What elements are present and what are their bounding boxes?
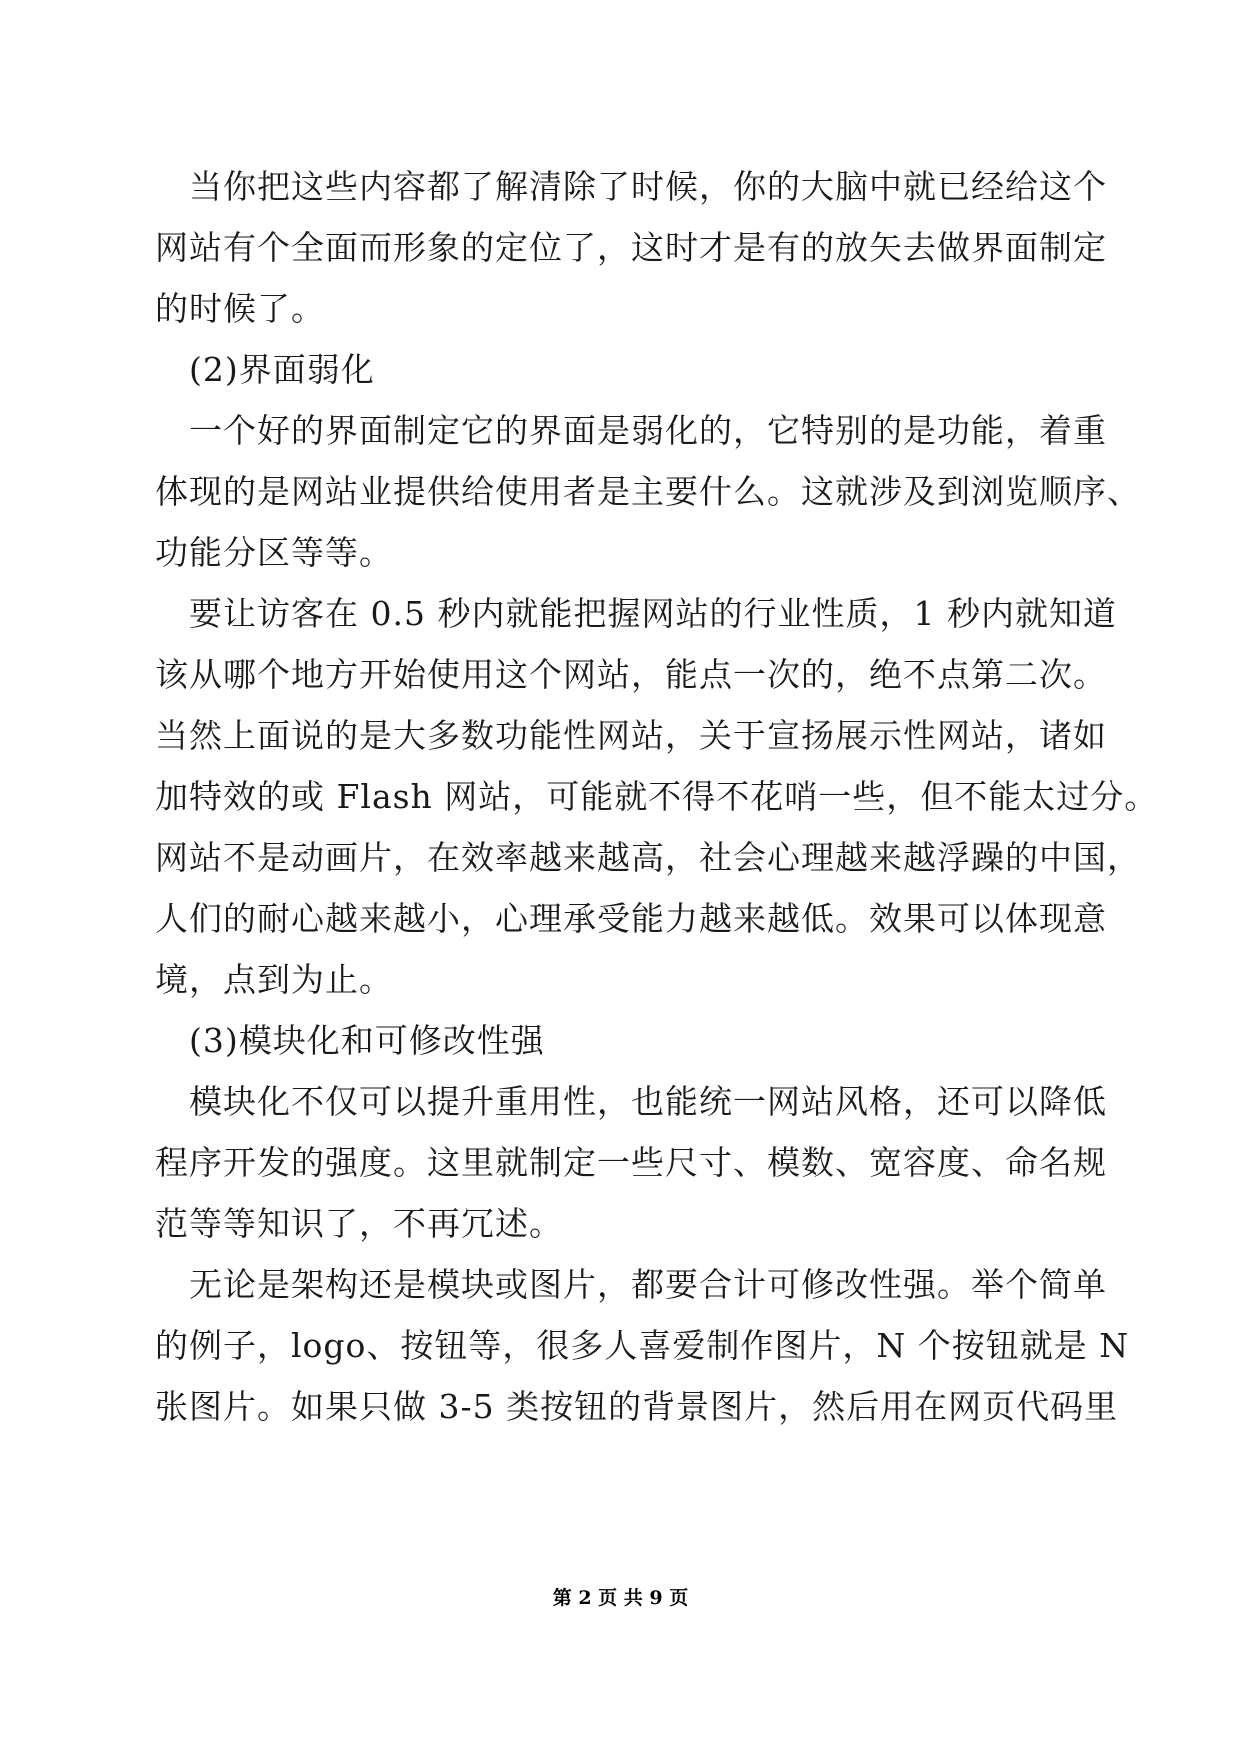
text-line: 加特效的或 Flash 网站，可能就不得不花哨一些，但不能太过分。	[155, 777, 1159, 816]
text-line: 模块化不仅可以提升重用性，也能统一网站风格，还可以降低	[155, 1082, 1107, 1121]
text-line: 程序开发的强度。这里就制定一些尺寸、模数、宽容度、命名规	[155, 1143, 1107, 1182]
text-line: 该从哪个地方开始使用这个网站，能点一次的，绝不点第二次。	[155, 655, 1107, 694]
page-number-footer: 第 2 页 共 9 页	[552, 1587, 689, 1609]
text-line: 要让访客在 0.5 秒内就能把握网站的行业性质，1 秒内就知道	[155, 594, 1117, 633]
section-heading: (2)界面弱化	[155, 350, 375, 389]
text-line: 张图片。如果只做 3-5 类按钮的背景图片，然后用在网页代码里	[155, 1387, 1119, 1426]
text-line: 当然上面说的是大多数功能性网站，关于宣扬展示性网站，诸如	[155, 716, 1107, 755]
text-line: 的例子，logo、按钮等，很多人喜爱制作图片，N 个按钮就是 N	[155, 1326, 1130, 1365]
text-line: 人们的耐心越来越小，心理承受能力越来越低。效果可以体现意	[155, 899, 1107, 938]
text-line: 一个好的界面制定它的界面是弱化的，它特别的是功能，着重	[155, 411, 1107, 450]
text-line: 范等等知识了，不再冗述。	[155, 1204, 563, 1243]
text-line: 的时候了。	[155, 289, 325, 328]
text-line: 网站有个全面而形象的定位了，这时才是有的放矢去做界面制定	[155, 228, 1107, 267]
text-line: 功能分区等等。	[155, 533, 393, 572]
text-line: 境，点到为止。	[155, 960, 393, 999]
text-line: 无论是架构还是模块或图片，都要合计可修改性强。举个简单	[155, 1265, 1107, 1304]
text-line: 网站不是动画片，在效率越来越高，社会心理越来越浮躁的中国，	[155, 838, 1141, 877]
text-line: 当你把这些内容都了解清除了时候，你的大脑中就已经给这个	[155, 167, 1107, 206]
section-heading: (3)模块化和可修改性强	[155, 1021, 545, 1060]
text-line: 体现的是网站业提供给使用者是主要什么。这就涉及到浏览顺序、	[155, 472, 1141, 511]
